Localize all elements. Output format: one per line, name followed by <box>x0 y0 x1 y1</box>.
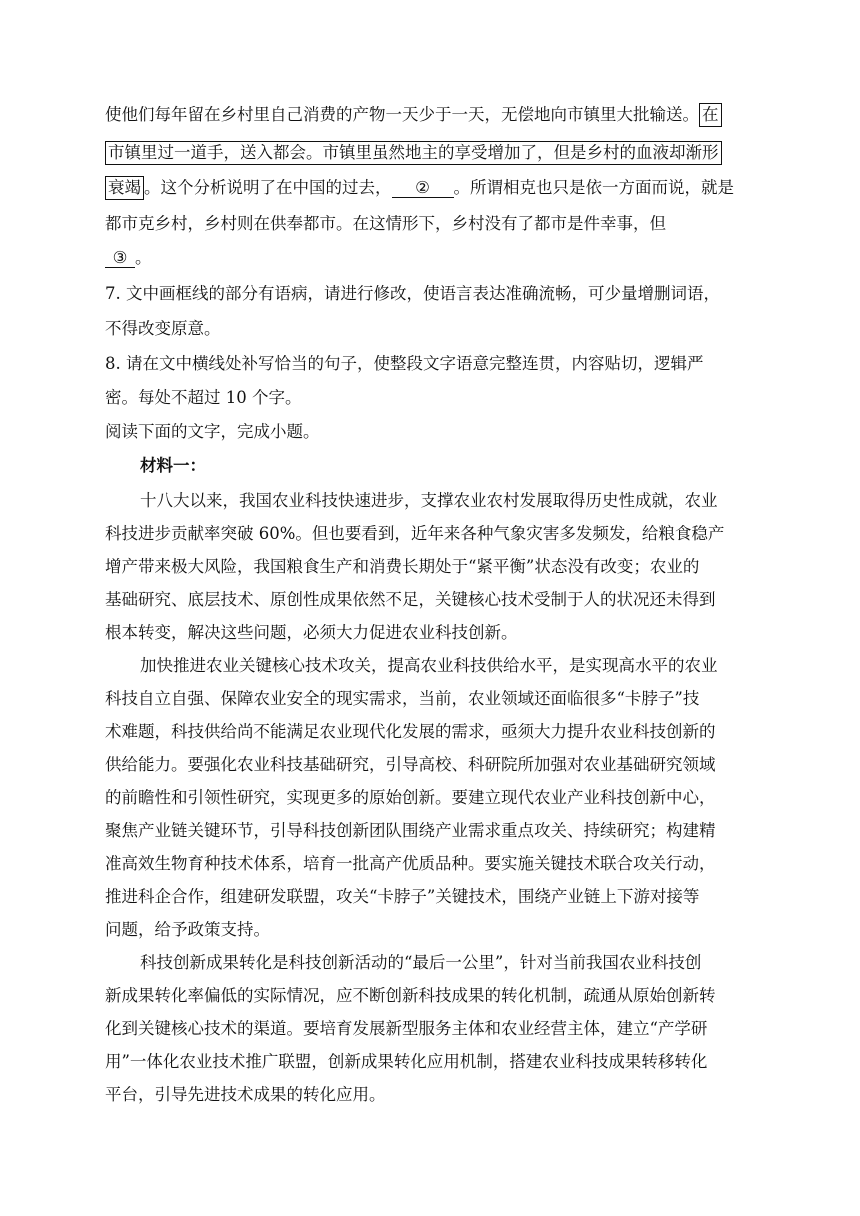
paragraph-line: 新成果转化率偏低的实际情况，应不断创新科技成果的转化机制，疏通从原始创新转 <box>105 986 716 1005</box>
passage-text: 都市克乡村，乡村则在供奉都市。在这情形下，乡村没有了都市是件幸事，但 <box>105 214 666 233</box>
paragraph-line: 推进科企合作，组建研发联盟，攻关“卡脖子”关键技术，围绕产业链上下游对接等 <box>105 887 700 906</box>
paragraph-line: 平台，引导先进技术成果的转化应用。 <box>105 1085 386 1104</box>
answer-blank-2: ② <box>392 179 454 198</box>
passage-text: 。 <box>135 248 152 267</box>
paragraph-line: 科技创新成果转化是科技创新活动的“最后一公里”，针对当前我国农业科技创 <box>140 953 702 972</box>
question-8-cont: 密。每处不超过 10 个字。 <box>105 388 302 407</box>
reading-instruction: 阅读下面的文字，完成小题。 <box>105 422 320 441</box>
passage-line-3 <box>105 177 734 199</box>
passage-text: 使他们每年留在乡村里自己消费的产物一天少于一天，无偿地向市镇里大批输送。 <box>105 105 699 124</box>
paragraph-line: 科技自立自强、保障农业安全的现实需求，当前，农业领域还面临很多“卡脖子”技 <box>105 689 700 708</box>
paragraph-line: 供给能力。要强化农业科技基础研究，引导高校、科研院所加强对农业基础研究领域 <box>105 755 716 774</box>
paragraph-line: 的前瞻性和引领性研究，实现更多的原始创新。要建立现代农业产业科技创新中心， <box>105 788 716 807</box>
passage-line-5 <box>105 247 152 269</box>
framed-text: 衰竭 <box>105 176 144 200</box>
paragraph-line: 聚焦产业链关键环节，引导科技创新团队围绕产业需求重点攻关、持续研究；构建精 <box>105 821 716 840</box>
paragraph-line: 基础研究、底层技术、原创性成果依然不足，关键核心技术受制于人的状况还未得到 <box>105 590 716 609</box>
paragraph-line: 加快推进农业关键核心技术攻关，提高农业科技供给水平，是实现高水平的农业 <box>140 656 718 675</box>
paragraph-line: 用”一体化农业技术推广联盟，创新成果转化应用机制，搭建农业科技成果转移转化 <box>105 1052 708 1071</box>
paragraph-line: 增产带来极大风险，我国粮食生产和消费长期处于“紧平衡”状态没有改变；农业的 <box>105 557 700 576</box>
question-7-cont: 不得改变原意。 <box>105 319 221 338</box>
question-8: 8. 请在文中横线处补写恰当的句子，使整段文字语意完整连贯，内容贴切，逻辑严 <box>105 354 704 373</box>
paragraph-line: 准高效生物育种技术体系，培育一批高产优质品种。要实施关键技术联合攻关行动， <box>105 854 716 873</box>
passage-line-4 <box>105 213 666 235</box>
paragraph-line: 化到关键核心技术的渠道。要培育发展新型服务主体和农业经营主体，建立“产学研 <box>105 1019 708 1038</box>
passage-text: 。这个分析说明了在中国的过去， <box>144 178 392 197</box>
answer-blank-3: ③ <box>105 249 135 268</box>
paragraph-line: 科技进步贡献率突破 60%。但也要看到，近年来各种气象灾害多发频发，给粮食稳产 <box>105 524 725 543</box>
paragraph-line: 问题，给予政策支持。 <box>105 920 270 939</box>
passage-line-2 <box>105 142 722 164</box>
passage-line-1 <box>105 104 722 126</box>
question-7: 7. 文中画框线的部分有语病，请进行修改，使语言表达准确流畅，可少量增删词语， <box>105 284 720 303</box>
paragraph-line: 十八大以来，我国农业科技快速进步，支撑农业农村发展取得历史性成就，农业 <box>140 491 718 510</box>
paragraph-line: 根本转变，解决这些问题，必须大力促进农业科技创新。 <box>105 623 518 642</box>
framed-text: 在 <box>699 103 722 127</box>
passage-text: 。所谓相克也只是依一方面而说，就是 <box>453 178 734 197</box>
material-heading: 材料一： <box>140 456 206 475</box>
framed-text: 市镇里过一道手，送入都会。市镇里虽然地主的享受增加了，但是乡村的血液却渐形 <box>105 141 722 165</box>
paragraph-line: 术难题，科技供给尚不能满足农业现代化发展的需求，亟须大力提升农业科技创新的 <box>105 722 716 741</box>
